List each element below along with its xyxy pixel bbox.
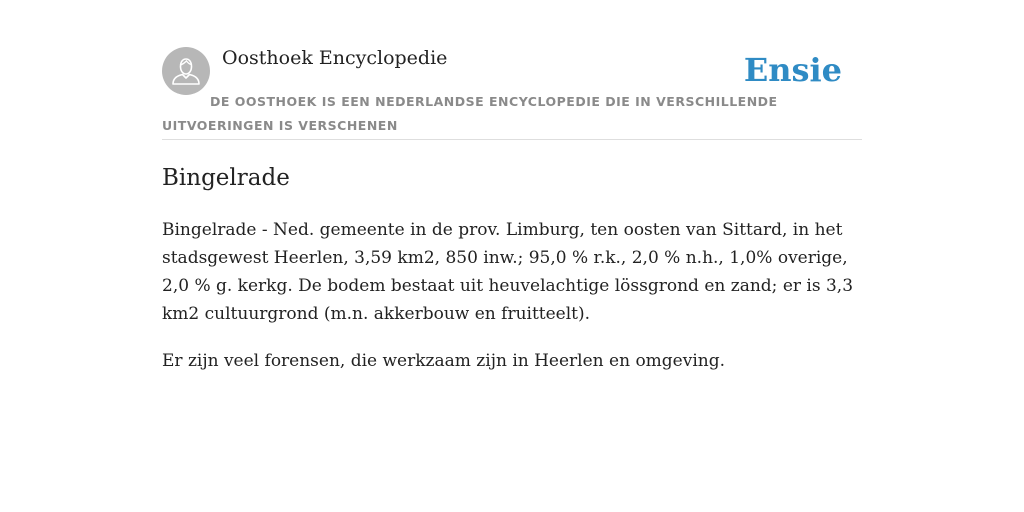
avatar-figure bbox=[162, 47, 210, 95]
user-avatar-icon[interactable] bbox=[162, 47, 210, 95]
source-description: DE OOSTHOEK IS EEN NEDERLANDSE ENCYCLOPEDIE DIE IN VERSCHILLENDE UITVOERINGEN IS VERSCHENEN bbox=[162, 94, 778, 133]
ensie-logo-link[interactable]: Ensie bbox=[743, 51, 842, 89]
header-divider bbox=[162, 139, 862, 140]
source-title[interactable]: Oosthoek Encyclopedie bbox=[222, 47, 448, 69]
article-paragraph: Er zijn veel forensen, die werkzaam zijn in Heerlen en omgeving. bbox=[162, 351, 726, 371]
article-title: Bingelrade bbox=[162, 165, 290, 191]
article-paragraph: Bingelrade - Ned. gemeente in de prov. Limburg, ten oosten van Sittard, in het stadsgewest Heerlen, 3,59 km2, 850 inw.; 95,0 % r.k., 2,0 % n.h., 1,0% overige, 2,0 % g. kerkg. De bodem bestaat uit heuvelachtige lössgrond en zand; er is 3,3 km2 cultuurgrond (m.n. akkerbouw en fruitteelt). bbox=[162, 220, 854, 324]
article bbox=[162, 162, 862, 375]
